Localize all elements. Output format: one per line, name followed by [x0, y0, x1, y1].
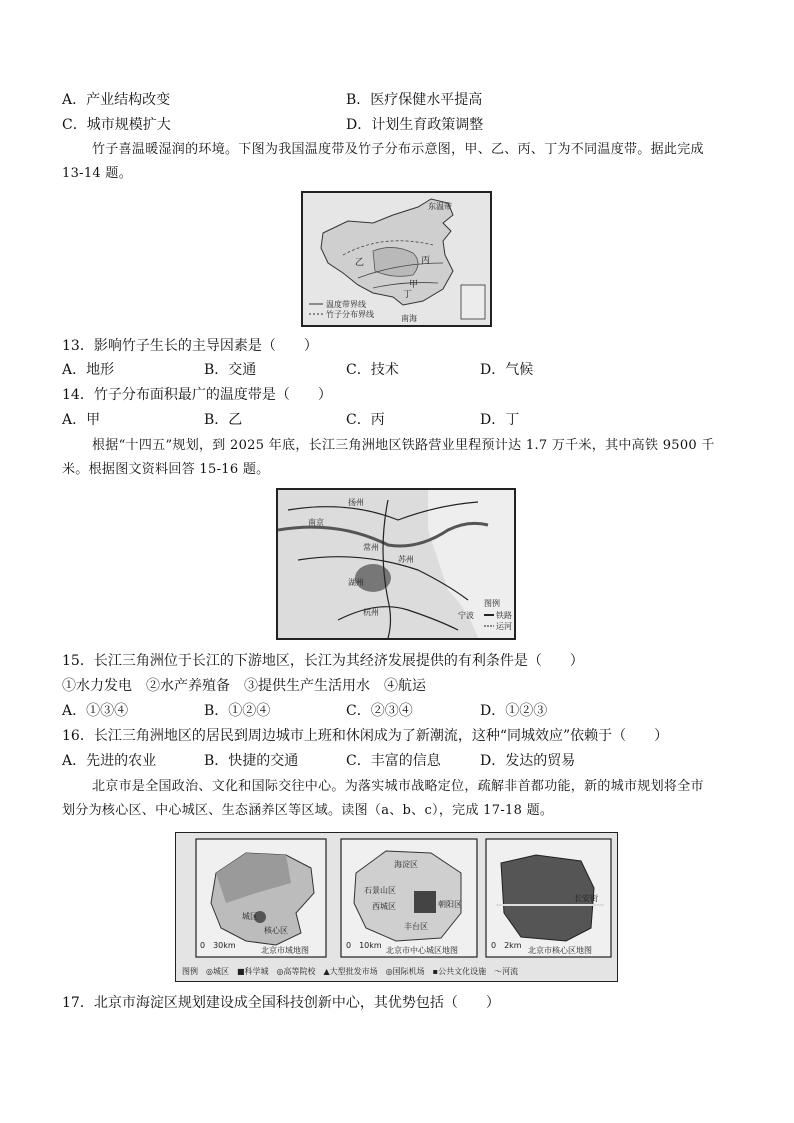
- q13-stem: 13．影响竹子生长的主导因素是（ ）: [62, 338, 318, 354]
- stem-13-14-line1: 竹子喜温暖湿润的环境。下图为我国温度带及竹子分布示意图，甲、乙、丙、丁为不同温度带。据此完成: [92, 142, 704, 157]
- fig1-legend-2: 竹子分布界线: [326, 310, 374, 319]
- q13-option-d: D．气候: [480, 362, 534, 378]
- map-c-scale: 0 2km: [491, 941, 522, 950]
- fig2-city-hangzhou: 杭州: [363, 608, 379, 617]
- q15-option-d: D．①②③: [480, 703, 548, 719]
- q16-option-c: C．丰富的信息: [346, 753, 441, 769]
- q16-stem: 16．长江三角洲地区的居民到周边城市上班和休闲成为了新潮流，这种“同城效应”依赖于（ ）: [62, 728, 669, 744]
- china-temperature-zone-map: [301, 191, 492, 327]
- q15-option-c: C．②③④: [346, 703, 413, 719]
- q16-option-a: A．先进的农业: [62, 753, 157, 769]
- stem-15-16-line2: 米。根据图文资料回答 15-16 题。: [62, 462, 270, 477]
- q12-option-d: D．计划生育政策调整: [346, 117, 484, 133]
- q14-option-d: D．丁: [480, 412, 520, 428]
- stem-15-16-line1: 根据“十四五”规划，到 2025 年底，长江三角洲地区铁路营业里程预计达 1.7 万千米，其中高铁 9500 千: [92, 438, 715, 453]
- q15-option-a: A．①③④: [62, 703, 129, 719]
- q14-option-a: A．甲: [62, 412, 101, 428]
- fig2-city-nanjing: 南京: [308, 518, 324, 527]
- fig1-label-dongbei: 东温带: [428, 202, 452, 211]
- map-c-label-changanjie: 长安街: [574, 894, 598, 903]
- fig2-city-suzhou: 苏州: [398, 555, 414, 564]
- q16-option-d: D．发达的贸易: [480, 753, 576, 769]
- q15-stem: 15．长江三角洲位于长江的下游地区，长江为其经济发展提供的有利条件是（ ）: [62, 653, 584, 669]
- map-b-label-chaoyang: 朝阳区: [438, 900, 462, 909]
- fig2-legend-rail: 铁路: [496, 611, 512, 620]
- map-b-label-shijingshan: 石景山区: [364, 886, 396, 895]
- stem-13-14-line2: 13-14 题。: [62, 166, 133, 181]
- fig1-label-nansha: 南海: [401, 314, 417, 323]
- map-a-label-core: 核心区: [264, 926, 288, 935]
- fig1-label-jia: 甲: [409, 280, 419, 290]
- map-a-label-city: 城区: [242, 912, 258, 921]
- fig2-legend-title: 图例: [484, 599, 500, 608]
- q12-option-c: C．城市规模扩大: [62, 117, 171, 133]
- q12-option-a: A．产业结构改变: [62, 92, 171, 108]
- q16-option-b: B．快捷的交通: [204, 753, 299, 769]
- q14-option-b: B．乙: [204, 412, 243, 428]
- q17-stem: 17．北京市海淀区规划建设成全国科技创新中心，其优势包括（ ）: [62, 995, 500, 1011]
- map-b-caption: 北京市中心城区地图: [386, 946, 458, 955]
- fig2-legend-canal: 运河: [496, 622, 512, 631]
- q15-items: ①水力发电 ②水产养殖备 ③提供生产生活用水 ④航运: [62, 678, 426, 694]
- fig2-city-ningbo: 宁波: [458, 611, 474, 620]
- q13-option-c: C．技术: [346, 362, 399, 378]
- map-b-label-fengtai: 丰台区: [404, 922, 428, 931]
- map-a-scale: 0 30km: [200, 941, 236, 950]
- fig1-label-ding: 丁: [403, 290, 413, 300]
- stem-17-18-line1: 北京市是全国政治、文化和国际交往中心。为落实城市战略定位，疏解非首都功能，新的城市规划将全市: [92, 779, 704, 794]
- stem-17-18-line2: 划分为核心区、中心城区、生态涵养区等区域。读图（a、b、c），完成 17-18 题。: [62, 803, 554, 818]
- fig1-label-yi: 乙: [355, 258, 365, 268]
- q15-option-b: B．①②④: [204, 703, 271, 719]
- fig1-label-bing: 丙: [421, 256, 431, 266]
- beijing-maps-figure: [175, 832, 618, 982]
- q12-option-b: B．医疗保健水平提高: [346, 92, 483, 108]
- q14-stem: 14．竹子分布面积最广的温度带是（ ）: [62, 387, 332, 403]
- fig3-legend: 图例 ◎城区 ■科学城 ◎高等院校 ▲大型批发市场 ◎国际机场 ▪公共文化设施 〜河流: [182, 967, 519, 976]
- map-a-caption: 北京市域地图: [261, 946, 309, 955]
- fig2-city-huzhou: 湖州: [348, 578, 364, 587]
- fig2-city-yangzhou: 扬州: [348, 498, 364, 507]
- q14-option-c: C．丙: [346, 412, 385, 428]
- map-c-caption: 北京市核心区地图: [528, 946, 592, 955]
- q13-option-b: B．交通: [204, 362, 257, 378]
- q13-option-a: A．地形: [62, 362, 115, 378]
- map-b-scale: 0 10km: [346, 941, 382, 950]
- map-b-label-xicheng: 西城区: [372, 902, 396, 911]
- yangtze-delta-railway-map: [276, 488, 516, 640]
- fig2-city-changzhou: 常州: [363, 543, 379, 552]
- map-b-label-haidian: 海淀区: [394, 860, 418, 869]
- fig1-legend-1: 温度带界线: [326, 300, 366, 309]
